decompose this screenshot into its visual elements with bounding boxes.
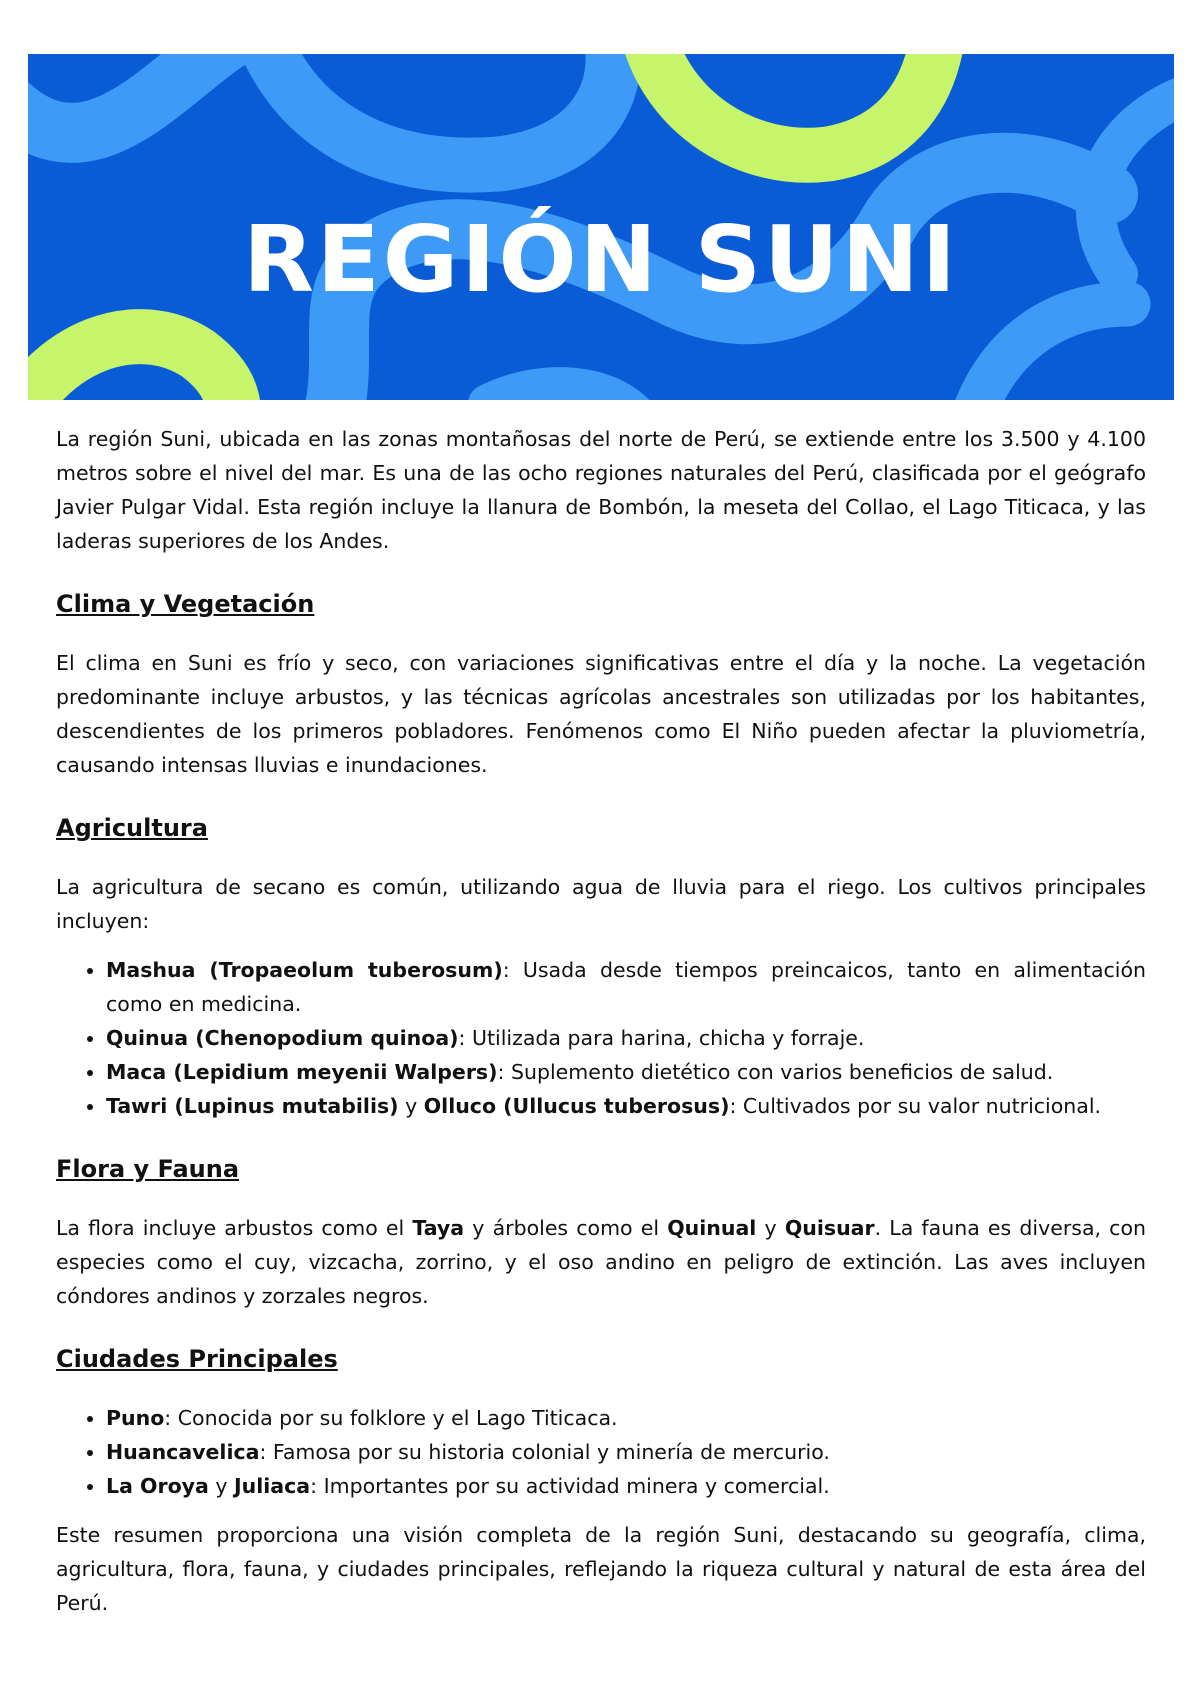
- header-banner: [28, 54, 1174, 400]
- heading-clima: Clima y Vegetación: [56, 590, 315, 618]
- list-item: • Huancavelica: Famosa por su historia colonial y minería de mercurio.: [106, 1435, 1146, 1469]
- heading-ciudades: Ciudades Principales: [56, 1345, 338, 1373]
- heading-agricultura: Agricultura: [56, 814, 208, 842]
- intro-paragraph: La región Suni, ubicada en las zonas montañosas del norte de Perú, se extiende entre los 3.500 y 4.100 metros sobre el nivel del mar. Es una de las ocho regiones naturales del Perú, clasificada por el geógrafo Javier Pulgar Vidal. Esta región incluye la llanura de Bombón, la meseta del Collao, el Lago Titicaca, y las laderas superiores de los Andes.: [56, 427, 1146, 553]
- conclusion-paragraph: Este resumen proporciona una visión completa de la región Suni, destacando su geografía, clima, agricultura, flora, fauna, y ciudades principales, reflejando la riqueza cultural y natural de esta área del Perú.: [56, 1523, 1146, 1615]
- list-item: • Mashua (Tropaeolum tuberosum): Usada desde tiempos preincaicos, tanto en alimentación como en medicina.: [106, 953, 1146, 1021]
- cities-list: [56, 1401, 1146, 1503]
- agricultura-paragraph: La agricultura de secano es común, utilizando agua de lluvia para el riego. Los cultivos principales incluyen:: [56, 875, 1146, 933]
- document-body: [56, 422, 1146, 1620]
- clima-paragraph: El clima en Suni es frío y seco, con variaciones significativas entre el día y la noche. La vegetación predominante incluye arbustos, y las técnicas agrícolas ancestrales son utilizadas por los habitantes, descendientes de los primeros pobladores. Fenómenos como El Niño pueden afectar la pluviometría, causando intensas lluvias e inundaciones.: [56, 651, 1146, 777]
- page-title: REGIÓN SUNI: [243, 206, 959, 313]
- list-item: • Quinua (Chenopodium quinoa): Utilizada para harina, chicha y forraje.: [106, 1021, 1146, 1055]
- list-item: • Tawri (Lupinus mutabilis) y Olluco (Ullucus tuberosus): Cultivados por su valor nutricional.: [106, 1089, 1146, 1123]
- crops-list: [56, 953, 1146, 1123]
- list-item: • Puno: Conocida por su folklore y el Lago Titicaca.: [106, 1401, 1146, 1435]
- heading-flora: Flora y Fauna: [56, 1155, 240, 1183]
- flora-paragraph: La flora incluye arbustos como el Taya y árboles como el Quinual y Quisuar. La fauna es diversa, con especies como el cuy, vizcacha, zorrino, y el oso andino en peligro de extinción. Las aves incluyen cóndores andinos y zorzales negros.: [56, 1216, 1146, 1308]
- list-item: • La Oroya y Juliaca: Importantes por su actividad minera y comercial.: [106, 1469, 1146, 1503]
- list-item: • Maca (Lepidium meyenii Walpers): Suplemento dietético con varios beneficios de salud.: [106, 1055, 1146, 1089]
